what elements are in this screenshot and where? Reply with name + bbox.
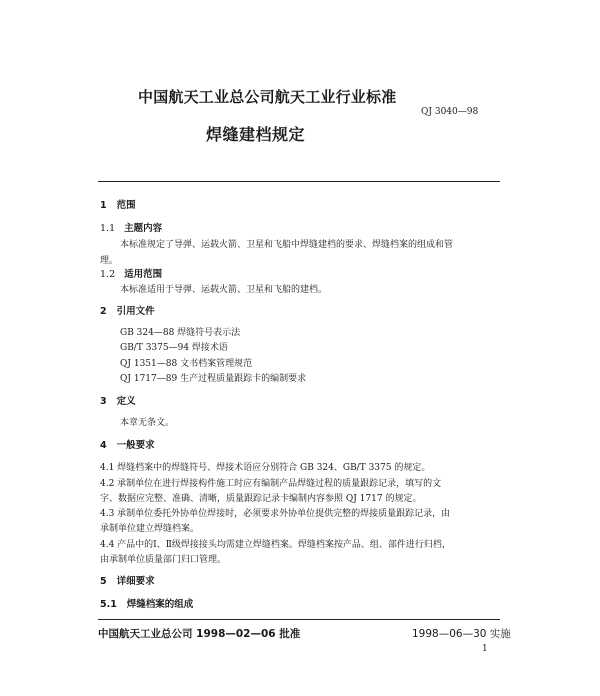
paragraph-line: 理。 [100,256,119,266]
section-5-heading [100,573,155,587]
section-number: 1.1 [100,223,116,234]
paragraph-line: 本章无条文。 [120,418,175,428]
section-title: 适用范围 [124,269,163,280]
reference-item: QJ 1351—88 文书档案管理规范 [120,359,253,369]
section-title: 主题内容 [124,223,163,234]
footer-rule [98,619,500,620]
section-number: 3 [100,396,107,407]
paragraph-line: 4.3 承制单位委托外协单位焊接时，必须要求外协单位提供完整的焊接质量跟踪记录，由 [100,509,451,519]
paragraph-line: 由承制单位质量部门归口管理。 [100,555,227,565]
paragraph-line: 本标准适用于导弹、运载火箭、卫星和飞船的建档。 [120,285,328,295]
section-number: 2 [100,306,107,317]
section-title: 焊缝档案的组成 [126,599,194,610]
issuing-organization: 中国航天工业总公司航天工业行业标准 [138,88,397,106]
header-rule [98,181,500,182]
approval-date: 中国航天工业总公司 1998—02—06 批准 [98,628,301,640]
section-number: 5 [100,576,107,587]
reference-item: GB 324—88 焊缝符号表示法 [120,328,241,338]
page-number: 1 [482,644,488,654]
section-number: 1.2 [100,269,116,280]
paragraph-line: 字、数据应完整、准确、清晰，质量跟踪记录卡编制内容参照 QJ 1717 的规定。 [100,494,422,504]
effective-date: 1998—06—30 实施 [412,628,511,640]
section-1-2-heading [100,266,162,280]
section-3-heading [100,393,136,407]
paragraph-line: 承制单位建立焊缝档案。 [100,524,200,534]
section-number: 1 [100,200,107,211]
document-title: 焊缝建档规定 [206,125,306,144]
reference-item: GB/T 3375—94 焊接术语 [120,343,228,353]
section-title: 定义 [116,396,136,407]
section-2-heading [100,303,155,317]
section-title: 一般要求 [116,440,155,451]
section-number: 5.1 [100,599,117,610]
section-1-heading [100,197,136,211]
section-title: 范围 [116,200,136,211]
section-title: 引用文件 [116,306,155,317]
paragraph-line: 4.1 焊缝档案中的焊缝符号、焊接术语应分别符合 GB 324、GB/T 3375 的规定。 [100,463,431,473]
paragraph-line: 4.4 产品中的Ⅰ、Ⅱ级焊接接头均需建立焊缝档案。焊缝档案按产品、组、部件进行归档， [100,540,451,550]
reference-item: QJ 1717—89 生产过程质量跟踪卡的编制要求 [120,374,307,384]
section-1-1-heading [100,220,162,234]
section-5-1-heading [100,596,193,610]
section-number: 4 [100,440,107,451]
paragraph-line: 本标准规定了导弹、运载火箭、卫星和飞船中焊缝建档的要求、焊缝档案的组成和管 [120,240,454,250]
standard-code: QJ 3040—98 [421,107,479,117]
paragraph-line: 4.2 承制单位在进行焊接构件施工时应有编制产品焊缝过程的质量跟踪记录，填写的文 [100,479,442,489]
section-title: 详细要求 [116,576,155,587]
section-4-heading [100,437,155,451]
